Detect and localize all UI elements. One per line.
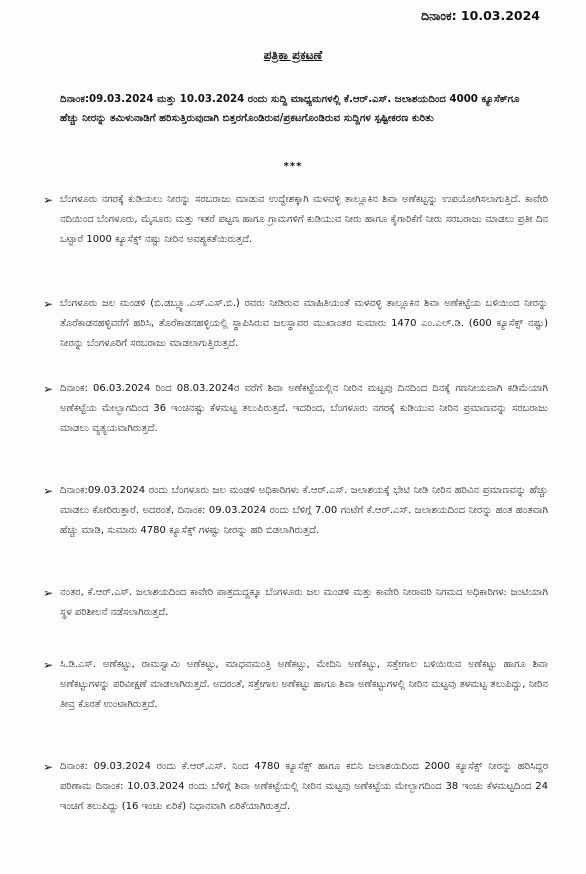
arrow-bullet-icon bbox=[43, 379, 53, 399]
paragraph-6 bbox=[60, 655, 548, 715]
paragraph-text: ಬೆಂಗಳೂರು ನಗರಕ್ಕೆ ಕುಡಿಯಲು ನೀರನ್ನು ಸರಬರಾಜು ಮಾಡುವ ಉದ್ದೇಶಕ್ಕಾಗಿ ಮಳವಳ್ಳಿ ತಾಲ್ಲೂಕಿನ ಶಿವಾ ಅಣೆಕಟ್ಟನ್ನು ಉಪಯೋಗಿಸಲಾಗುತ್ತಿದೆ. ಕಾವೇರಿ ನದಿಯಿಂದ ಬೆಂಗಳೂರು, ಮೈಸೂರು ಮತ್ತು ಇತರೆ ಪಟ್ಟಣ ಹಾಗೂ ಗ್ರಾಮಗಳಿಗೆ ಕುಡಿಯುವ ನೀರು ಹಾಗೂ ಕೈಗಾರಿಕೆಗೆ ನೀರು ಸರಬರಾಜು ಮಾಡಲು ಪ್ರತೀ ದಿನ ಒಟ್ಟಾರೆ 1000 ಕ್ಯೂಸೆಕ್ಸ್ ನಷ್ಟು ನೀರಿನ ಅವಶ್ಯಕತೆಯಿರುತ್ತದೆ. bbox=[60, 194, 548, 245]
paragraph-2 bbox=[60, 294, 548, 354]
paragraph-5 bbox=[60, 583, 548, 623]
arrow-bullet-icon bbox=[43, 481, 53, 501]
paragraph-7 bbox=[60, 757, 548, 817]
arrow-bullet-icon bbox=[43, 757, 53, 777]
arrow-bullet-icon bbox=[43, 294, 53, 314]
section-separator: *** bbox=[283, 161, 303, 172]
paragraph-1 bbox=[60, 190, 548, 250]
arrow-bullet-icon bbox=[43, 190, 53, 210]
document-date: ದಿನಾಂಕ: 10.03.2024 bbox=[420, 8, 540, 23]
document-subject: ದಿನಾಂಕ:09.03.2024 ಮತ್ತು 10.03.2024 ರಂದು ಸುದ್ದಿ ಮಾಧ್ಯಮಗಳಲ್ಲಿ ಕೆ.ಆರ್.ಎಸ್. ಜಲಾಶಯದಿಂದ 4000 ಕ್ಯೂಸೆಕ್‌ಗೂ ಹೆಚ್ಚು ನೀರನ್ನು ತಮಿಳುನಾಡಿಗೆ ಹರಿಸುತ್ತಿರುವುದಾಗಿ ಬಿತ್ತರಗೊಂಡಿರುವ/ಪ್ರಕಟಗೊಂಡಿರುವ ಸುದ್ದಿಗಳ ಸ್ಪಷ್ಟೀಕರಣ ಕುರಿತು bbox=[60, 94, 520, 124]
arrow-bullet-icon bbox=[43, 655, 53, 675]
paragraph-text: ದಿನಾಂಕ: 09.03.2024 ರಂದು ಕೆ.ಆರ್.ಎಸ್. ನಿಂದ 4780 ಕ್ಯೂಸೆಕ್ಸ್ ಹಾಗೂ ಕಬಿನಿ ಜಲಾಶಯದಿಂದ 2000 ಕ್ಯೂಸೆಕ್ಸ್ ನೀರನ್ನು ಹರಿಸಿದ್ದರ ಪರಿಣಾಮ ದಿನಾಂಕ: 10.03.2024 ರಂದು ಬೆಳಿಗ್ಗೆ ಶಿವಾ ಅಣೆಕಟ್ಟೆಯಲ್ಲಿ ನೀರಿನ ಮಟ್ಟವು ಅಣೆಕಟ್ಟೆಯ ಮೇಲ್ಭಾಗದಿಂದ 38 ಇಂಚು ಕೆಳಮಟ್ಟದಿಂದ 24 ಇಂಚಿಗೆ ತಲುಪಿದ್ದು (16 ಇಂಚು ಏರಿಕೆ) ನಿಧಾನವಾಗಿ ಏರಿಕೆಯಾಗಿರುತ್ತದೆ. bbox=[60, 761, 548, 812]
paragraph-text: ನಂತರ, ಕೆ.ಆರ್.ಎಸ್. ಜಲಾಶಯದಿಂದ ಕಾವೇರಿ ಪಾತ್ರದುದ್ದಕ್ಕೂ ಬೆಂಗಳೂರು ಜಲ ಮಂಡಳಿ ಮತ್ತು ಕಾವೇರಿ ನೀರಾವರಿ ನಿಗಮದ ಅಧಿಕಾರಿಗಳು ಜಂಟಿಯಾಗಿ ಸ್ಥಳ ಪರಿಶೀಲನೆ ನಡೆಸಲಾಗಿರುತ್ತದೆ. bbox=[60, 587, 548, 618]
document-title: ಪತ್ರಿಕಾ ಪ್ರಕಟಣೆ bbox=[263, 48, 323, 62]
paragraph-text: ಸಿ.ಡಿ.ಎಸ್. ಅಣೆಕಟ್ಟು, ರಾಮಸ್ವಾಮಿ ಅಣೆಕಟ್ಟು, ಮಾಧವಮಂತ್ರಿ ಅಣೆಕಟ್ಟು, ಮೇದಿನಿ ಅಣೆಕಟ್ಟು, ಸತ್ತೇಗಾಲ ಬಳಿಯಿರುವ ಅಣೆಕಟ್ಟು ಹಾಗೂ ಶಿವಾ ಅಣೆಕಟ್ಟುಗಳನ್ನು ಪರಿವೀಕ್ಷಣೆ ಮಾಡಲಾಗಿರುತ್ತದೆ. ಅದರಂತೆ, ಸತ್ತೇಗಾಲ ಅಣೆಕಟ್ಟು ಹಾಗೂ ಶಿವಾ ಅಣೆಕಟ್ಟುಗಳಲ್ಲಿ ನೀರಿನ ಮಟ್ಟವು ತಳಮಟ್ಟ ತಲುಪಿದ್ದು, ನೀರಿನ ತೀವ್ರ ಕೊರತೆ ಉಂಟಾಗಿರುತ್ತದೆ. bbox=[60, 659, 548, 710]
paragraph-text: ದಿನಾಂಕ:09.03.2024 ರಂದು ಬೆಂಗಳೂರು ಜಲ ಮಂಡಳಿ ಅಧಿಕಾರಿಗಳು ಕೆ.ಆರ್.ಎಸ್. ಜಲಾಶಯಕ್ಕೆ ಭೇಟಿ ನೀಡಿ ನೀರಿನ ಹರಿವಿನ ಪ್ರಮಾಣವನ್ನು ಹೆಚ್ಚು ಮಾಡಲು ಕೋರಿರುತ್ತಾರೆ. ಅದರಂತೆ, ದಿನಾಂಕ: 09.03.2024 ರಂದು ಬೆಳಿಗ್ಗೆ 7.00 ಗಂಟೆಗೆ ಕೆ.ಆರ್.ಎಸ್. ಜಲಾಶಯದಿಂದ ನೀರನ್ನು ಹಂತ ಹಂತವಾಗಿ ಹೆಚ್ಚು ಮಾಡಿ, ಸುಮಾರು 4780 ಕ್ಯೂಸೆಕ್ಸ್ ಗಳಷ್ಟು ನೀರನ್ನು ಹರಿ ಬಿಡಲಾಗಿರುತ್ತದೆ. bbox=[60, 485, 548, 536]
paragraph-4 bbox=[60, 481, 548, 541]
paragraph-text: ಬೆಂಗಳೂರು ಜಲ ಮಂಡಳಿ (ಬಿ.ಡಬ್ಲ್ಯೂ.ಎಸ್.ಎಸ್.ಬಿ.) ರವರು ನೀಡಿರುವ ಮಾಹಿತಿಯಂತೆ ಮಳವಳ್ಳಿ ತಾಲ್ಲೂಕಿನ ಶಿವಾ ಅಣೆಕಟ್ಟೆಯ ಬಳಿಯಿಂದ ನೀರನ್ನು ತೊರೆಕಾಡನಹಳ್ಳಿವರೆಗೆ ಹರಿಸಿ, ತೊರೆಕಾಡನಹಳ್ಳಿಯಲ್ಲಿ ಸ್ಥಾಪಿಸಿರುವ ಜಲಸ್ಥಾವರ ಮುಖಾಂತರ ಸುಮಾರು 1470 ಎಂ.ಎಲ್.ಡಿ. (600 ಕ್ಯೂಸೆಕ್ಸ್ ನಷ್ಟು) ನೀರನ್ನು ಬೆಂಗಳೂರಿಗೆ ಸರಬರಾಜು ಮಾಡಲಾಗುತ್ತಿರುತ್ತದೆ. bbox=[60, 298, 548, 349]
paragraph-3 bbox=[60, 379, 548, 439]
paragraph-text: ದಿನಾಂಕ: 06.03.2024 ರಿಂದ 08.03.2024ರ ವರೆಗೆ ಶಿವಾ ಅಣೆಕಟ್ಟೆಯಲ್ಲಿನ ನೀರಿನ ಮಟ್ಟವು ದಿನದಿಂದ ದಿನಕ್ಕೆ ಗಣನೀಯವಾಗಿ ಕಡಿಮೆಯಾಗಿ ಅಣೆಕಟ್ಟೆಯ ಮೇಲ್ಭಾಗದಿಂದ 36 ಇಂಚಿನಷ್ಟು ಕೆಳಮಟ್ಟ ತಲುಪಿರುತ್ತದೆ. ಇದರಿಂದ, ಬೆಂಗಳೂರು ನಗರಕ್ಕೆ ಕುಡಿಯುವ ನೀರಿನ ಪ್ರಮಾಣವನ್ನು ಸರಬರಾಜು ಮಾಡಲು ವ್ಯತ್ಯಯವಾಗಿರುತ್ತದೆ. bbox=[60, 383, 548, 434]
arrow-bullet-icon bbox=[43, 583, 53, 603]
